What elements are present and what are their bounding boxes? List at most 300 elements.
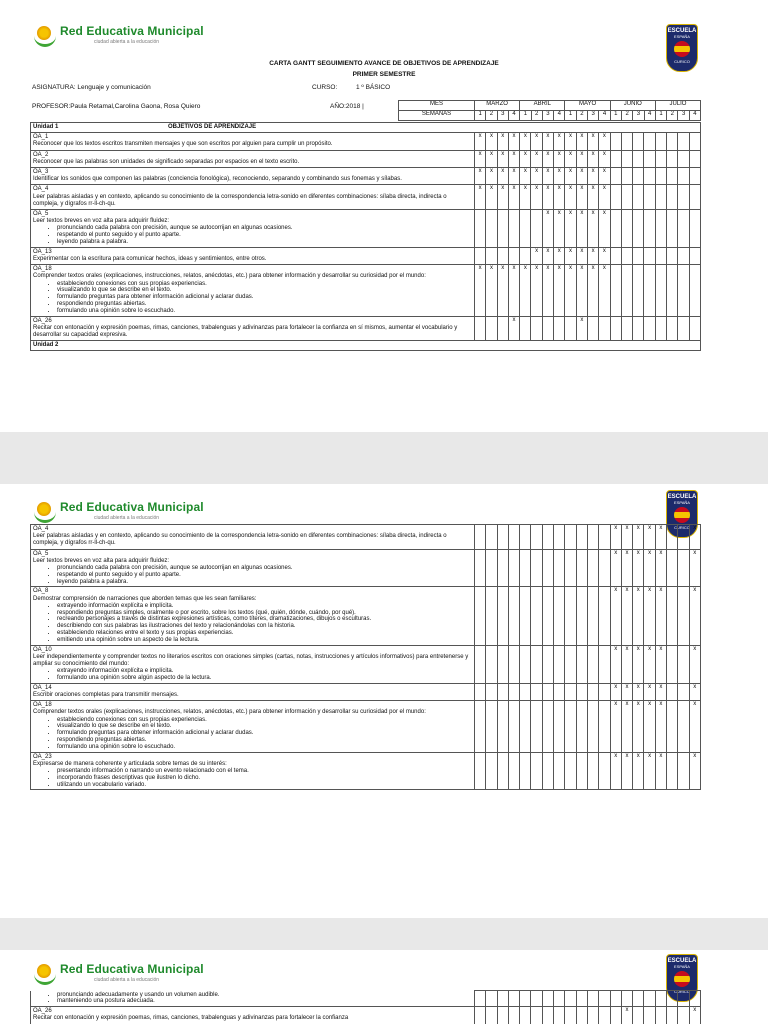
document-subtitle: PRIMER SEMESTRE: [352, 71, 416, 78]
week-mark-cell: x: [565, 133, 576, 150]
objective-bullet: • manteniendo una postura adecuada.: [57, 998, 472, 1005]
objective-row: [31, 247, 701, 264]
shield-mid-text: ESPAÑA: [674, 34, 690, 39]
objective-bullet: • formulando una opinión sobre lo escuchado.: [57, 744, 472, 751]
week-mark-cell: x: [644, 752, 655, 790]
week-cell: [667, 645, 678, 683]
week-cell: [565, 645, 576, 683]
week-mark-cell: x: [554, 247, 565, 264]
objective-code: OA_18: [33, 266, 52, 273]
week-mark-cell: x: [497, 133, 508, 150]
week-cell: [655, 185, 666, 210]
week-mark-cell: x: [610, 683, 621, 700]
week-mark-cell: x: [599, 247, 610, 264]
week-mark-cell: x: [531, 185, 542, 210]
week-cell: [689, 991, 700, 1007]
week-cell: [497, 549, 508, 587]
flag-icon: [674, 507, 690, 523]
objective-row: [31, 549, 701, 587]
week-cell: [520, 549, 531, 587]
week-cell: [565, 701, 576, 752]
objective-description: [31, 133, 475, 150]
week-number: 1: [520, 111, 531, 121]
objective-bullet: • respondiendo preguntas abiertas.: [57, 737, 472, 744]
objective-description: [31, 168, 475, 185]
week-cell: [508, 1007, 519, 1024]
logo-name: Red Educativa Municipal: [60, 962, 204, 976]
week-cell: [678, 525, 689, 550]
week-mark-cell: x: [644, 549, 655, 587]
week-cell: [655, 265, 666, 316]
week-cell: [667, 991, 678, 1007]
week-cell: [689, 133, 700, 150]
objective-row: [31, 150, 701, 167]
week-cell: [497, 587, 508, 645]
objective-description: [31, 683, 475, 700]
week-cell: [486, 991, 497, 1007]
week-cell: [678, 752, 689, 790]
objective-bullet: • incorporando frases descriptivas que ilustren lo dicho.: [57, 775, 472, 782]
week-cell: [644, 316, 655, 341]
curso-value: 1 º BÁSICO: [356, 84, 391, 91]
objective-text: Leer independientemente y comprender textos no literarios escritos con oraciones simples (cartas, notas, instrucciones y artículos informativos) para entretenerse y ampliar su conocimiento del mundo:: [33, 653, 469, 667]
week-cell: [667, 168, 678, 185]
week-mark-cell: x: [621, 752, 632, 790]
objective-description: [31, 1007, 475, 1024]
objective-code: OA_2: [33, 151, 49, 158]
red-educativa-logo: [32, 500, 204, 526]
week-mark-cell: x: [565, 185, 576, 210]
week-mark-cell: x: [554, 168, 565, 185]
week-mark-cell: x: [599, 185, 610, 210]
week-cell: [542, 587, 553, 645]
week-cell: [531, 645, 542, 683]
week-number: 2: [531, 111, 542, 121]
week-cell: [508, 247, 519, 264]
week-mark-cell: x: [531, 247, 542, 264]
week-mark-cell: x: [565, 150, 576, 167]
week-mark-cell: x: [633, 683, 644, 700]
week-mark-cell: x: [554, 265, 565, 316]
objective-text: Expresarse de manera coherente y articulada sobre temas de su interés:: [33, 760, 227, 767]
week-mark-cell: x: [689, 549, 700, 587]
week-mark-cell: x: [520, 265, 531, 316]
week-cell: [633, 168, 644, 185]
week-cell: [542, 752, 553, 790]
red-educativa-logo: [32, 962, 204, 988]
week-mark-cell: x: [565, 210, 576, 248]
shield-mid-text: ESPAÑA: [674, 500, 690, 505]
week-cell: [475, 587, 486, 645]
week-cell: [542, 316, 553, 341]
week-cell: [475, 683, 486, 700]
week-cell: [678, 316, 689, 341]
week-mark-cell: x: [587, 247, 598, 264]
week-cell: [520, 752, 531, 790]
week-mark-cell: x: [531, 150, 542, 167]
week-cell: [587, 701, 598, 752]
week-cell: [644, 1007, 655, 1024]
month-header: MAYO: [565, 101, 610, 111]
unit-2-cell: [31, 341, 701, 351]
week-mark-cell: x: [599, 210, 610, 248]
objective-text: Comprender textos orales (explicaciones, instrucciones, relatos, anécdotas, etc.) para obtener información y desarrollar su curiosidad por el mundo:: [33, 273, 426, 280]
objective-bullet: • formulando preguntas para obtener información adicional y aclarar dudas.: [57, 730, 472, 737]
month-header: JULIO: [655, 101, 700, 111]
week-cell: [497, 316, 508, 341]
week-cell: [610, 210, 621, 248]
objective-description: [31, 247, 475, 264]
week-cell: [497, 752, 508, 790]
sun-logo-icon: [32, 962, 58, 988]
week-cell: [667, 133, 678, 150]
week-cell: [520, 683, 531, 700]
red-educativa-logo: [32, 24, 204, 50]
sun-logo-icon: [32, 500, 58, 526]
week-cell: [486, 549, 497, 587]
objective-bullet: • formulando una opinión sobre algún aspecto de la lectura.: [57, 675, 472, 682]
week-cell: [565, 316, 576, 341]
week-cell: [475, 549, 486, 587]
week-cell: [678, 185, 689, 210]
week-mark-cell: x: [542, 133, 553, 150]
objective-row: [31, 265, 701, 316]
week-cell: [610, 168, 621, 185]
week-cell: [678, 587, 689, 645]
week-cell: [667, 185, 678, 210]
week-cell: [576, 1007, 587, 1024]
week-cell: [520, 701, 531, 752]
week-mark-cell: x: [554, 185, 565, 210]
week-cell: [497, 645, 508, 683]
week-cell: [565, 683, 576, 700]
week-cell: [542, 549, 553, 587]
week-mark-cell: x: [633, 525, 644, 550]
objective-bullets: [33, 717, 472, 751]
week-number: 3: [497, 111, 508, 121]
week-cell: [678, 168, 689, 185]
week-mark-cell: x: [610, 587, 621, 645]
week-cell: [475, 247, 486, 264]
week-mark-cell: x: [576, 133, 587, 150]
week-mark-cell: x: [621, 525, 632, 550]
week-cell: [576, 701, 587, 752]
week-mark-cell: x: [599, 133, 610, 150]
week-mark-cell: x: [508, 133, 519, 150]
week-cell: [678, 150, 689, 167]
objective-bullet: • leyendo palabra a palabra.: [57, 579, 472, 586]
gantt-table-unit-2-continued: [30, 990, 701, 1024]
week-mark-cell: x: [621, 701, 632, 752]
week-cell: [644, 168, 655, 185]
objective-text: Leer palabras aisladas y en contexto, aplicando su conocimiento de la correspondencia letra-sonido en diferentes combinaciones: sílaba directa, indirecta o compleja, y dígrafos rr-ll-ch-qu.: [33, 193, 447, 207]
week-cell: [565, 1007, 576, 1024]
objective-code: OA_8: [33, 588, 49, 595]
week-cell: [486, 1007, 497, 1024]
week-cell: [542, 525, 553, 550]
week-mark-cell: x: [497, 168, 508, 185]
week-cell: [667, 150, 678, 167]
week-mark-cell: x: [576, 150, 587, 167]
week-mark-cell: x: [520, 168, 531, 185]
objective-bullet: • pronunciando cada palabra con precisión, aunque se autocorrijan en algunas ocasiones.: [57, 225, 472, 232]
objective-bullet: • extrayendo información explícita e implícita.: [57, 668, 472, 675]
week-cell: [599, 316, 610, 341]
objective-text: Comprender textos orales (explicaciones, instrucciones, relatos, anécdotas, etc.) para obtener información y desarrollar su curiosidad por el mundo:: [33, 709, 426, 716]
week-cell: [565, 991, 576, 1007]
objective-text: Reconocer que las palabras son unidades de significado separadas por espacios en el texto escrito.: [33, 158, 300, 165]
week-cell: [554, 991, 565, 1007]
week-cell: [531, 752, 542, 790]
week-number: 1: [610, 111, 621, 121]
week-cell: [633, 185, 644, 210]
week-cell: [475, 701, 486, 752]
unit-2-label: Unidad 2: [33, 342, 59, 349]
week-cell: [644, 185, 655, 210]
week-mark-cell: x: [497, 265, 508, 316]
objective-code: OA_14: [33, 684, 52, 691]
week-cell: [644, 210, 655, 248]
month-header: MARZO: [475, 101, 520, 111]
week-mark-cell: x: [610, 525, 621, 550]
week-mark-cell: x: [610, 752, 621, 790]
objective-description: [31, 185, 475, 210]
week-cell: [610, 185, 621, 210]
week-mark-cell: x: [576, 316, 587, 341]
week-mark-cell: x: [475, 133, 486, 150]
objective-text: Identificar los sonidos que componen las palabras (conciencia fonológica), reconociendo, separando y combinando sus fonemas y sílabas.: [33, 176, 402, 183]
gantt-table-unit-2: [30, 524, 701, 790]
objective-row: [31, 701, 701, 752]
week-mark-cell: x: [520, 150, 531, 167]
week-cell: [531, 683, 542, 700]
objective-bullet: • utilizando un vocabulario variado.: [57, 782, 472, 789]
week-cell: [587, 587, 598, 645]
week-mark-cell: x: [554, 150, 565, 167]
week-mark-cell: x: [633, 752, 644, 790]
week-mark-cell: x: [542, 150, 553, 167]
week-mark-cell: x: [520, 185, 531, 210]
week-cell: [610, 991, 621, 1007]
week-cell: [576, 587, 587, 645]
week-cell: [599, 645, 610, 683]
week-number: 1: [655, 111, 666, 121]
week-mark-cell: x: [542, 265, 553, 316]
week-cell: [508, 752, 519, 790]
objective-code: OA_13: [33, 248, 52, 255]
week-cell: [576, 525, 587, 550]
objective-row: [31, 645, 701, 683]
objective-row: [31, 133, 701, 150]
week-cell: [486, 683, 497, 700]
week-mark-cell: x: [576, 265, 587, 316]
objective-bullets: [33, 768, 472, 788]
week-cell: [689, 185, 700, 210]
week-cell: [667, 210, 678, 248]
week-cell: [678, 1007, 689, 1024]
week-cell: [655, 133, 666, 150]
week-mark-cell: x: [565, 247, 576, 264]
objective-description: [31, 645, 475, 683]
week-cell: [644, 265, 655, 316]
week-mark-cell: x: [542, 247, 553, 264]
objective-code: OA_1: [33, 134, 49, 141]
objective-code: OA_4: [33, 186, 49, 193]
week-mark-cell: x: [542, 210, 553, 248]
week-cell: [621, 991, 632, 1007]
week-number: 4: [689, 111, 700, 121]
week-cell: [554, 645, 565, 683]
week-mark-cell: x: [689, 683, 700, 700]
week-mark-cell: x: [644, 525, 655, 550]
month-header: JUNIO: [610, 101, 655, 111]
week-cell: [678, 683, 689, 700]
week-cell: [678, 701, 689, 752]
week-cell: [508, 210, 519, 248]
week-number: 3: [588, 111, 599, 121]
week-cell: [667, 525, 678, 550]
objective-row: [31, 991, 701, 1007]
objective-row: [31, 316, 701, 341]
document-page-3: [0, 950, 768, 1024]
week-cell: [497, 991, 508, 1007]
week-cell: [621, 185, 632, 210]
objective-description: [31, 549, 475, 587]
week-mark-cell: x: [531, 133, 542, 150]
week-cell: [633, 150, 644, 167]
week-mark-cell: x: [554, 133, 565, 150]
week-cell: [667, 247, 678, 264]
objective-code: OA_26: [33, 317, 52, 324]
week-cell: [486, 210, 497, 248]
objective-bullet: • pronunciando adecuadamente y usando un volumen audible.: [57, 992, 472, 999]
week-mark-cell: x: [475, 185, 486, 210]
document-page-2: [0, 484, 768, 918]
semanas-label: SEMANAS: [399, 111, 475, 121]
objective-text: Leer textos breves en voz alta para adquirir fluidez:: [33, 218, 170, 225]
objective-description: [31, 701, 475, 752]
week-number: 4: [508, 111, 519, 121]
week-mark-cell: x: [486, 133, 497, 150]
week-cell: [475, 991, 486, 1007]
document-page-1: [0, 0, 768, 432]
sun-logo-icon: [32, 24, 58, 50]
week-cell: [520, 587, 531, 645]
mes-label: MES: [399, 101, 475, 111]
objective-bullet: • estableciendo conexiones con sus propias experiencias.: [57, 281, 472, 288]
week-cell: [497, 701, 508, 752]
week-cell: [667, 683, 678, 700]
objective-bullet: • emitiendo una opinión sobre un aspecto de la lectura.: [57, 637, 472, 644]
week-mark-cell: x: [689, 645, 700, 683]
week-cell: [475, 210, 486, 248]
anio-label: AÑO:2018 |: [330, 103, 364, 110]
week-cell: [531, 316, 542, 341]
week-number: 3: [633, 111, 644, 121]
week-mark-cell: x: [576, 168, 587, 185]
week-number: 4: [644, 111, 655, 121]
week-cell: [542, 1007, 553, 1024]
week-cell: [599, 991, 610, 1007]
week-cell: [599, 525, 610, 550]
objective-description: [31, 587, 475, 645]
week-cell: [565, 587, 576, 645]
week-cell: [678, 133, 689, 150]
week-mark-cell: x: [576, 247, 587, 264]
week-cell: [508, 683, 519, 700]
week-cell: [599, 587, 610, 645]
week-cell: [565, 549, 576, 587]
week-cell: [576, 645, 587, 683]
week-mark-cell: x: [621, 683, 632, 700]
objective-bullet: • extrayendo información explícita e implícita.: [57, 603, 472, 610]
gantt-table-unit-1: [30, 122, 701, 351]
week-mark-cell: x: [633, 587, 644, 645]
week-mark-cell: x: [520, 133, 531, 150]
shield-top-text: ESCUELA: [667, 28, 697, 34]
logo-subtitle: ciudad abierta a la educación: [94, 977, 160, 983]
curso-label: CURSO:: [312, 84, 338, 91]
week-mark-cell: x: [689, 752, 700, 790]
week-cell: [531, 1007, 542, 1024]
logo-name: Red Educativa Municipal: [60, 24, 204, 38]
week-mark-cell: x: [531, 168, 542, 185]
week-cell: [689, 168, 700, 185]
week-cell: [678, 549, 689, 587]
week-cell: [678, 991, 689, 1007]
week-cell: [520, 1007, 531, 1024]
week-cell: [633, 316, 644, 341]
week-mark-cell: x: [531, 265, 542, 316]
week-mark-cell: x: [565, 265, 576, 316]
week-cell: [621, 210, 632, 248]
week-number: 2: [576, 111, 587, 121]
week-mark-cell: x: [644, 701, 655, 752]
objective-bullet: • pronunciando cada palabra con precisión, aunque se autocorrijan en algunas ocasiones.: [57, 565, 472, 572]
week-cell: [531, 701, 542, 752]
week-cell: [554, 587, 565, 645]
objective-bullet: • describiendo con sus palabras las ilustraciones del texto y relacionándolas con la historia.: [57, 623, 472, 630]
week-cell: [576, 549, 587, 587]
objective-bullet: • visualizando lo que se describe en el texto.: [57, 287, 472, 294]
objective-bullets: [33, 668, 472, 682]
week-mark-cell: x: [587, 150, 598, 167]
objective-bullet: • estableciendo relaciones entre el texto y sus propias experiencias.: [57, 630, 472, 637]
objective-row: [31, 683, 701, 700]
week-cell: [475, 645, 486, 683]
objective-code: OA_26: [33, 1008, 52, 1015]
objective-text: Reconocer que los textos escritos transmiten mensajes y que son escritos por alguien para cumplir un propósito.: [33, 141, 333, 148]
week-cell: [678, 247, 689, 264]
week-cell: [689, 150, 700, 167]
week-cell: [554, 525, 565, 550]
week-cell: [497, 1007, 508, 1024]
week-mark-cell: x: [587, 133, 598, 150]
week-cell: [497, 210, 508, 248]
objective-bullets: [33, 281, 472, 315]
objective-description: [31, 525, 475, 550]
week-mark-cell: x: [655, 525, 666, 550]
week-cell: [508, 991, 519, 1007]
objective-text: Leer palabras aisladas y en contexto, aplicando su conocimiento de la correspondencia letra-sonido en diferentes combinaciones: sílaba directa, indirecta o compleja, y dígrafos rr-ll-ch-qu.: [33, 533, 447, 547]
shield-bottom-text: CURICO: [674, 59, 690, 64]
week-mark-cell: x: [689, 701, 700, 752]
objective-row: [31, 185, 701, 210]
week-cell: [587, 991, 598, 1007]
week-number: 1: [565, 111, 576, 121]
objective-code: OA_23: [33, 753, 52, 760]
week-mark-cell: x: [644, 587, 655, 645]
